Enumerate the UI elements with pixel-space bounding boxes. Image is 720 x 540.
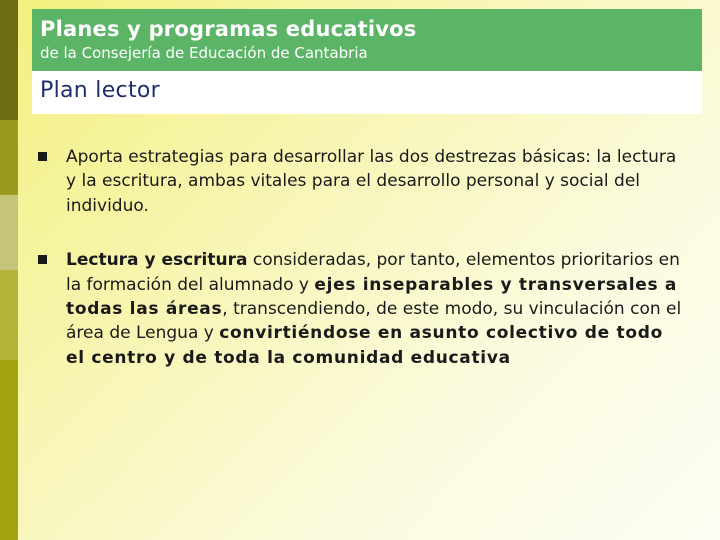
side-stripe <box>0 195 18 270</box>
text-segment: , transcendiendo, de este modo, su vinculación con el área de Lengua y <box>66 299 682 344</box>
side-stripe <box>0 0 18 120</box>
header-subtitle: de la Consejería de Educación de Cantabria <box>40 44 368 62</box>
side-stripe <box>0 120 18 195</box>
text-segment: Aporta estrategias para desarrollar las dos destrezas básicas: la lectura y la escritura, ambas vitales para el desarrollo personal y social del individuo. <box>66 147 677 216</box>
bullet-text <box>66 248 688 370</box>
section-title: Plan lector <box>40 78 160 103</box>
bold-text-segment: convirtiéndose en asunto colectivo de todo el centro y de toda la comunidad educativa <box>66 323 663 368</box>
bullet-list <box>38 145 688 400</box>
bold-text-segment: Lectura y escritura <box>66 250 248 271</box>
header-title: Planes y programas educativos <box>40 17 417 41</box>
side-stripe <box>0 270 18 360</box>
bold-text-segment: ejes inseparables y transversales a todas las áreas <box>66 274 678 320</box>
text-segment: consideradas, por tanto, elementos prioritarios en la formación del alumnado y <box>66 250 680 295</box>
bullet-item <box>38 248 688 370</box>
square-bullet-icon <box>38 255 47 264</box>
bullet-item <box>38 145 688 218</box>
side-stripe <box>0 360 18 540</box>
square-bullet-icon <box>38 152 47 161</box>
side-stripes <box>0 0 18 540</box>
section-bar <box>32 71 702 114</box>
bullet-text <box>66 145 688 218</box>
header-banner <box>32 9 702 71</box>
